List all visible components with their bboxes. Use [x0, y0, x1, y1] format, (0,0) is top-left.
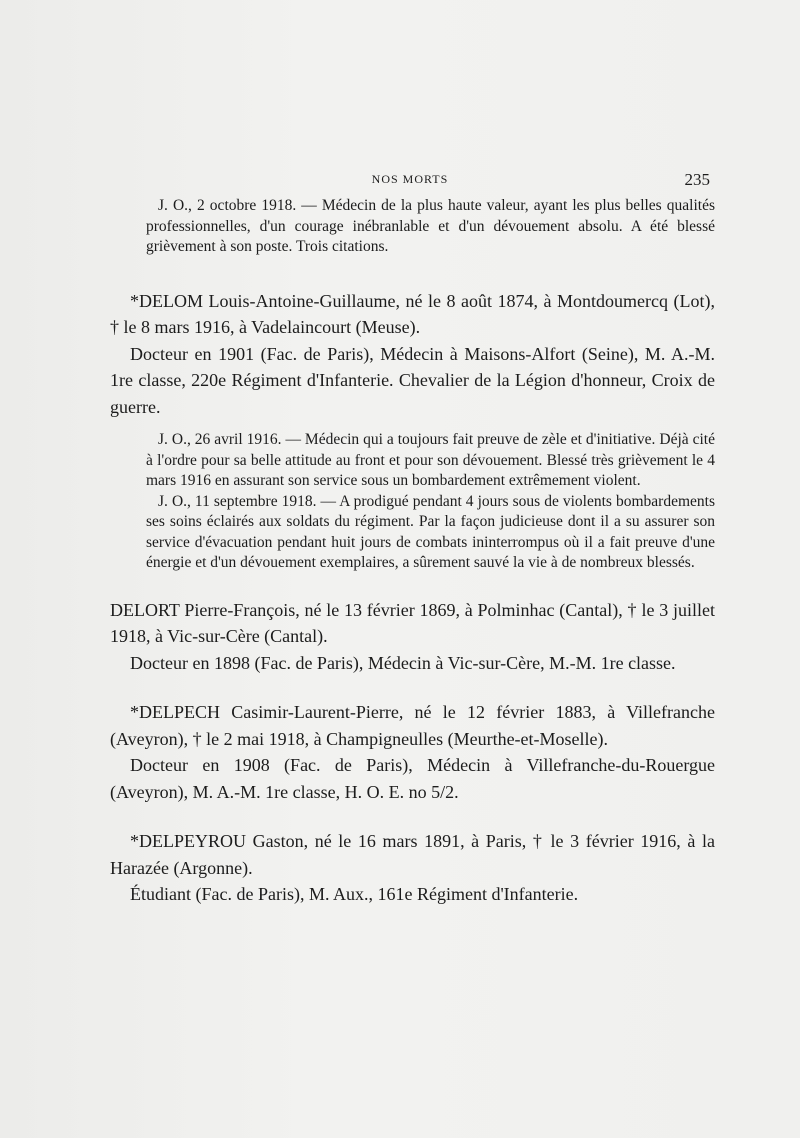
citation: J. O., 26 avril 1916. — Médecin qui a toujours fait preuve de zèle et d'initiative. Déjà cité à l'ordre pour sa belle attitude au front et pour son dévouement. Blessé très grièvement le 4 mars 1916 en assurant son service sous un bombardement extrêmement violent. [146, 431, 715, 489]
entry-name-line: *DELPECH Casimir-Laurent-Pierre, né le 12 février 1883, à Villefranche (Aveyron), † le 2 mai 1918, à Champigneulles (Meurthe-et-Moselle). [110, 702, 715, 749]
entry-delort [110, 597, 715, 677]
citation-block [146, 430, 715, 574]
page-number: 235 [684, 170, 710, 189]
entry-career: Étudiant (Fac. de Paris), M. Aux., 161e Régiment d'Infanterie. [130, 884, 579, 904]
entry-delpeyrou [110, 828, 715, 908]
entry-delom [110, 288, 715, 421]
entry-name-line: *DELPEYROU Gaston, né le 16 mars 1891, à Paris, † le 3 février 1916, à la Harazée (Argonne). [110, 831, 715, 878]
citation: J. O., 2 octobre 1918. — Médecin de la plus haute valeur, ayant les plus belles qualités professionnelles, d'un courage inébranlable et d'un dévouement absolu. A été blessé grièvement à son poste. Trois citations. [146, 197, 715, 255]
citation: J. O., 11 septembre 1918. — A prodigué pendant 4 jours sous de violents bombardements ses soins éclairés aux soldats du régiment. Par la façon judicieuse dont il a su assurer son service d'évacuation pendant huit jours de combats ininterrompus où il a fait preuve d'une énergie et d'un dévouement exemplaires, a sûrement sauvé la vie à de nombreux blessés. [146, 492, 715, 571]
citation-block [146, 196, 715, 258]
entry-delpech [110, 699, 715, 805]
entry-name-line: *DELOM Louis-Antoine-Guillaume, né le 8 août 1874, à Montdoumercq (Lot), † le 8 mars 1916, à Vadelaincourt (Meuse). [110, 290, 715, 337]
entry-career: Docteur en 1898 (Fac. de Paris), Médecin à Vic-sur-Cère, M.-M. 1re classe. [130, 652, 676, 673]
entry-name-line: DELORT Pierre-François, né le 13 février 1869, à Polminhac (Cantal), † le 3 juillet 1918, à Vic-sur-Cère (Cantal). [110, 599, 715, 646]
entry-career: Docteur en 1901 (Fac. de Paris), Médecin à Maisons-Alfort (Seine), M. A.-M. 1re classe, 220e Régiment d'Infanterie. Chevalier de la Légion d'honneur, Croix de guerre. [110, 343, 715, 417]
entry-career: Docteur en 1908 (Fac. de Paris), Médecin à Villefranche-du-Rouergue (Aveyron), M. A.-M. 1re classe, H. O. E. no 5/2. [110, 755, 715, 802]
page-content [110, 196, 715, 908]
page-header [110, 170, 710, 192]
running-title: NOS MORTS [371, 172, 449, 186]
